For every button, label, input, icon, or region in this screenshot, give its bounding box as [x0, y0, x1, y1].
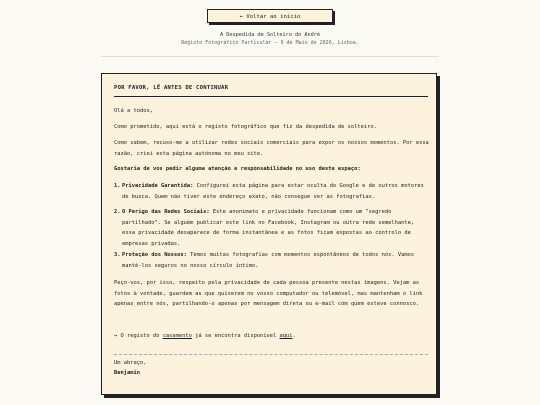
- event-subtitle: Registo Fotográfico Particular — 9 de Maio de 2026, Lisboa.: [181, 40, 359, 46]
- notice-card: [101, 73, 437, 395]
- list-item-text: Configurei esta página para estar oculta do Google e de outros motores de busca. Quem não tiver este endereço exato, não consegue ver as fotografias.: [122, 183, 424, 200]
- list-item: [114, 207, 430, 249]
- list-item-number: 3.: [114, 252, 121, 258]
- greeting: Olá a todos,: [114, 108, 153, 114]
- list-item-heading: Privacidade Garantida:: [122, 183, 194, 189]
- list-item-heading: O Perigo das Redes Sociais:: [122, 209, 210, 215]
- header-divider: [101, 56, 439, 57]
- signoff: Um abraço,: [114, 360, 147, 366]
- privacy-paragraph: Peço-vos, por isso, respeito pela privacidade de cada pessoa presente nestas imagens. Vejam as fotos à vontade, guardem as que quiserem no vosso computador ou telemóvel, mas mantenham o link apenas entre nós, partilhando-o apenas por mensagem direta ou e-mail com quem esteve connosco.: [114, 280, 423, 308]
- list-item-number: 2.: [114, 209, 121, 215]
- notice-title: POR FAVOR, LÊ ANTES DE CONTINUAR: [114, 85, 229, 91]
- back-to-home-button[interactable]: ← Voltar ao início: [207, 9, 333, 23]
- list-item-text: Temos muitas fotografias com momentos espontâneos de todos nós. Vamos mantê-los seguros no nosso círculo íntimo.: [122, 252, 415, 269]
- social-media-paragraph: Como sabem, recuso-me a utilizar redes sociais comerciais para expor os nossos momentos. Por essa razão, criei esta página autónoma no meu site.: [114, 140, 429, 157]
- intro-paragraph: Como prometido, aqui está o registo fotográfico que fiz da despedida de solteiro.: [114, 124, 377, 130]
- request-heading: Gostaria de vos pedir alguma atenção e responsabilidade no uso deste espaço:: [114, 166, 361, 172]
- signature: Benjamin: [114, 370, 140, 376]
- notice-title-rule: [114, 96, 428, 97]
- list-item-text: Este anonimato e privacidade funcionam como um "segredo partilhado". Se alguém publicar este link no Facebook, Instagram ou outra rede semelhante, essa privacidade desaparece de forma instantânea e as fotos ficam expostas ao controlo de empresas privadas.: [122, 209, 415, 247]
- list-item: [114, 181, 430, 202]
- here-link[interactable]: aqui: [279, 333, 293, 339]
- list-item-heading: Proteção dos Nossos:: [122, 252, 187, 258]
- list-item: [114, 250, 430, 271]
- wedding-link-line: → O registo do casamento já se encontra disponível aqui.: [114, 333, 296, 339]
- signoff-divider: [114, 354, 428, 355]
- event-title: A Despedida de Solteiro do André: [220, 32, 320, 38]
- wedding-link[interactable]: casamento: [162, 333, 192, 339]
- list-item-number: 1.: [114, 183, 121, 189]
